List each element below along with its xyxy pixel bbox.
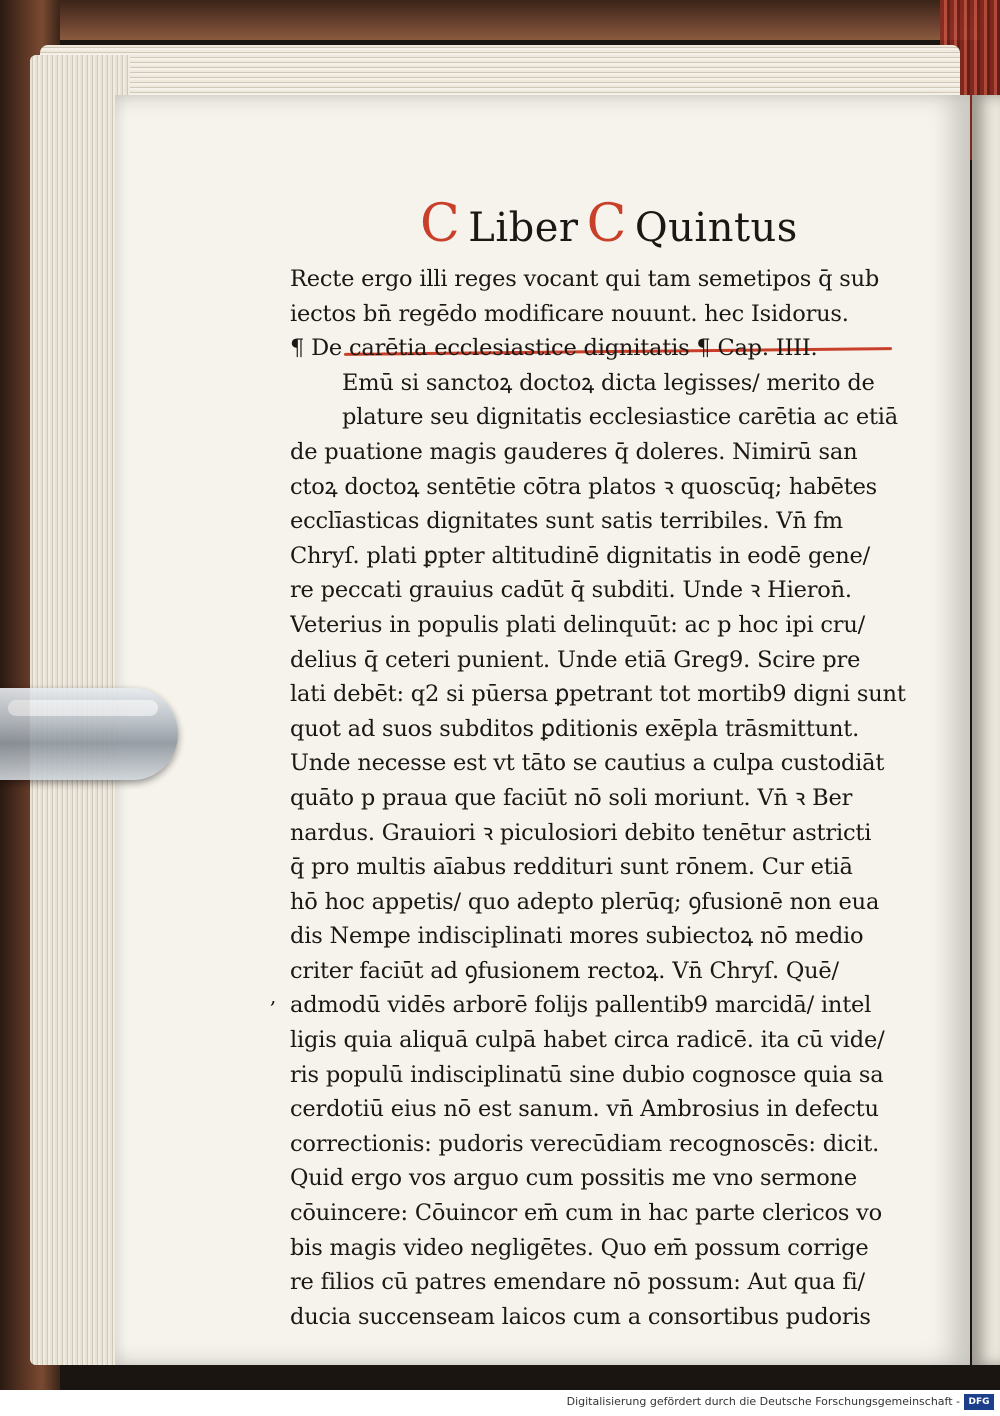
text-line: hō hoc appetis/ quo adepto plerūq; ꝯfusionē non eua [290,888,880,915]
page-heading [420,194,840,258]
text-line: iectos bn̄ regēdo modificare nouunt. hec Isidorus. [290,300,849,327]
text-line: correctionis: pudoris verecūdiam recognoscēs: dicit. [290,1130,880,1157]
text-line: dis Nempe indisciplinati mores subiectoꝝ nō medio [290,923,864,950]
text-line: Unde necesse est vt tāto se cautius a culpa custodiāt [290,750,885,777]
text-line: quot ad suos subditos ꝑditionis exēpla trāsmittunt. [290,715,860,742]
text-line: admodū vidēs arborē folijs pallentib9 marcidā/ intel [290,992,872,1019]
text-line: ris populū indisciplinatū sine dubio cognosce quia sa [290,1061,884,1088]
text-line: ctoꝝ doctoꝝ sentētie cōtra platos ꝛ quoscūq; habētes [290,473,878,500]
text-line: Veterius in populis plati delinquūt: ac p hoc ipi cru/ [290,611,866,638]
facing-page-marks [984,260,998,900]
margin-mark: , [270,984,277,1008]
footer [0,1390,1000,1416]
book-binding-top [20,0,980,40]
text-line: cerdotiū eius nō est sanum. vn̄ Ambrosius in defectu [290,1096,879,1123]
heading-quintus: Quintus [634,205,798,251]
text-line: ligis quia aliquā culpā habet circa radicē. ita cū vide/ [290,1027,885,1054]
heading-liber: Liber [468,205,579,251]
text-line: ecclīasticas dignitates sunt satis terribiles. Vn̄ fm [290,508,843,535]
dfg-logo: DFG [964,1394,994,1410]
rubric-initial: C [586,194,627,254]
text-line: re filios cū patres emendare nō possum: Aut qua fi/ [290,1269,865,1296]
text-line: Chryſ. plati ꝑpter altitudinē dignitatis in eodē gene/ [290,542,871,569]
text-block [290,262,910,1334]
text-line: cōuincere: Cōuincor em̄ cum in hac parte clericos vo [290,1200,882,1227]
text-line: quāto p praua que faciūt nō soli moriunt. Vn̄ ꝛ Ber [290,784,853,811]
text-line: bis magis video negligētes. Quo em̄ possum corrige [290,1234,869,1261]
text-line: ¶ De carētia ecclesiastice dignitatis ¶ Cap. IIII. [290,335,818,362]
text-line: delius q̄ ceteri punient. Unde etiā Greg9. Scire pre [290,646,861,673]
text-line: de puatione magis gauderes q̄ doleres. Nimirū san [290,438,858,465]
text-line: ducia succenseam laicos cum a consortibus pudoris [290,1303,871,1330]
footer-credit: Digitalisierung gefördert durch die Deutsche Forschungsgemeinschaft - [566,1395,960,1408]
text-line: nardus. Grauiori ꝛ piculosiori debito tenētur astricti [290,819,872,846]
text-line: re peccati grauius cadūt q̄ subditi. Unde ꝛ Hieron̄. [290,577,852,604]
text-line: Recte ergo illi reges vocant qui tam semetipos q̄ sub [290,266,880,292]
text-line: Quid ergo vos arguo cum possitis me vno sermone [290,1165,857,1192]
page-holder-clamp [0,688,178,780]
text-line: plature seu dignitatis ecclesiastice carētia ac etiā [342,404,899,431]
rubric-initial: C [420,194,461,254]
text-line: Emū si sanctoꝝ doctoꝝ dicta legisses/ merito de [342,369,875,396]
text-line: q̄ pro multis aīabus reddituri sunt rōnem. Cur etiā [290,854,853,881]
text-line: lati debēt: q2 si pūersa ꝑpetrant tot mortib9 digni sunt [290,681,906,708]
text-line: criter faciūt ad ꝯfusionem rectoꝝ. Vn̄ Chryſ. Quē/ [290,957,839,984]
